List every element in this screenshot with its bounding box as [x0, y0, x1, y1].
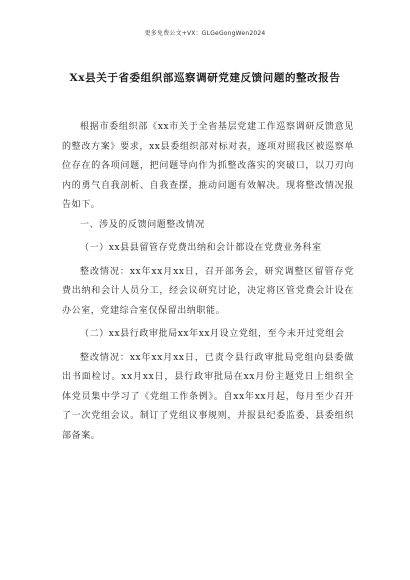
intro-paragraph: 根据市委组织部《xx市关于全省基层党建工作巡察调研反馈意见的整改方案》要求，xx县委组织部对标对表，逐项对照我区被巡察单位存在的各项问题，把问题导向作为抓整改落实的突破口，以刀刃向内的勇气自我剖析、自我查摆，推动问题有效解决。现将整改情况报告如下。	[62, 122, 354, 210]
rectification-paragraph-2: 整改情况：xx年xx月xx日，已责令县行政审批局党组向县委做出书面检讨。xx月xx日，县行政审批局在xx月份主题党日上组织全体党员集中学习了《党组工作条例》。自xx年xx月起，每月至少召开了一次党组会议。制订了党组议事规则，并报县纪委监委、县委组织部备案。	[62, 352, 354, 441]
issue-heading-2: （二）xx县行政审批局xx年xx月设立党组，至今未开过党组会	[80, 329, 345, 339]
section-heading: 一、涉及的反馈问题整改情况	[80, 219, 205, 230]
document-title: Xx县关于省委组织部巡察调研党建反馈问题的整改报告	[69, 72, 341, 84]
document-body	[62, 118, 354, 446]
rectification-paragraph-1: 整改情况：xx年xx月xx日，召开部务会，研究调整区留管存党费出纳和会计人员分工，经会议研究讨论，决定将区管党费会计设在办公室，党建综合室仅保留出纳职能。	[62, 266, 354, 316]
header-note: 更多免费公文+VX：GLGeGongWen2024	[144, 30, 266, 37]
issue-heading-1: （一）xx县县留管存党费出纳和会计都设在党费业务科室	[80, 243, 322, 253]
